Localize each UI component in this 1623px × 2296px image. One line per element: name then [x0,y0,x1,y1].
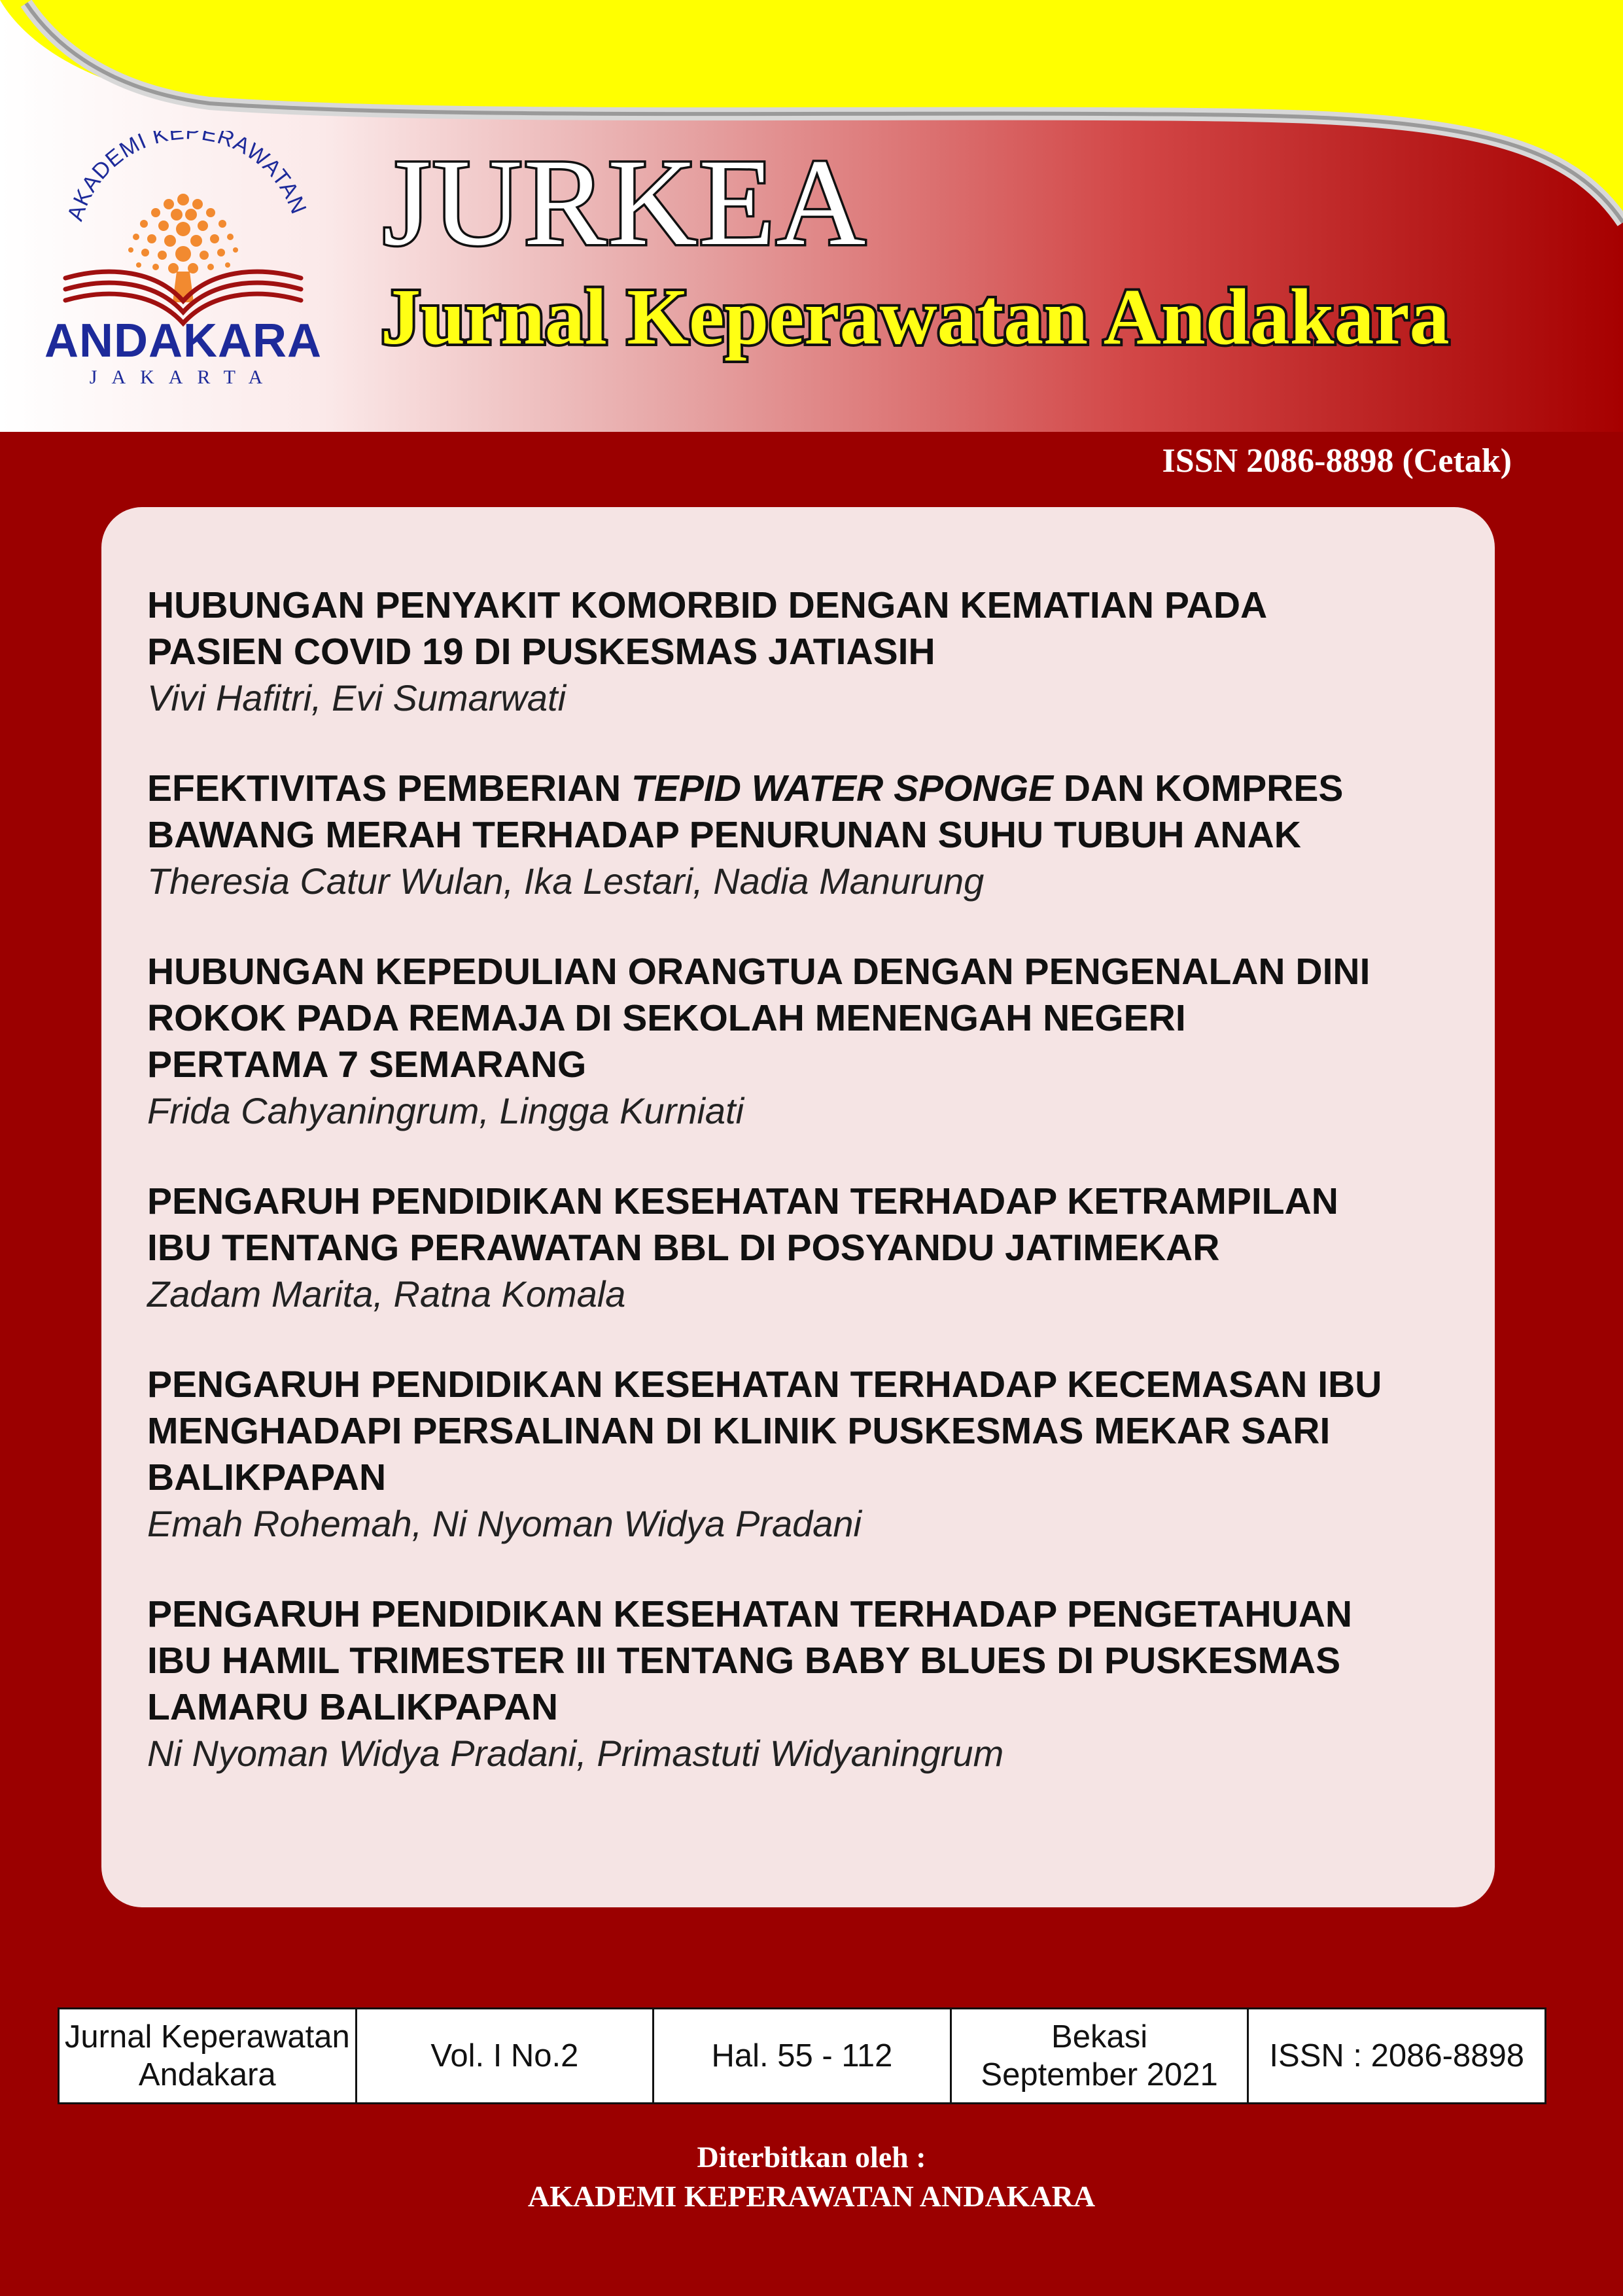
article-authors: Theresia Catur Wulan, Ika Lestari, Nadia Manurung [147,860,985,902]
table-row [59,2009,1546,2104]
logo-name: ANDAKARA [44,315,322,367]
article-title: EFEKTIVITAS PEMBERIAN TEPID WATER SPONGE DAN KOMPRES BAWANG MERAH TERHADAP PENURUNAN SUHU TUBUH ANAK [147,768,1344,856]
table-of-contents [147,582,1495,1821]
article-authors: Ni Nyoman Widya Pradani, Primastuti Widyaningrum [147,1733,1004,1774]
article-entry [147,582,1495,721]
info-issn-cell: ISSN : 2086-8898 [1248,2009,1546,2104]
logo-city: JAKARTA [89,366,277,388]
info-pages-cell: Hal. 55 - 112 [654,2009,951,2104]
article-title: HUBUNGAN KEPEDULIAN ORANGTUA DENGAN PENGENALAN DINI ROKOK PADA REMAJA DI SEKOLAH MENENGAH NEGERI PERTAMA 7 SEMARANG [147,951,1370,1086]
publication-info-table [58,2007,1546,2104]
article-entry [147,1178,1495,1317]
article-title: HUBUNGAN PENYAKIT KOMORBID DENGAN KEMATIAN PADA PASIEN COVID 19 DI PUSKESMAS JATIASIH [147,584,1268,673]
institution-logo [39,131,327,406]
publisher-name: AKADEMI KEPERAWATAN ANDAKARA [527,2180,1096,2213]
article-title: PENGARUH PENDIDIKAN KESEHATAN TERHADAP KETRAMPILAN IBU TENTANG PERAWATAN BBL DI POSYANDU JATIMEKAR [147,1180,1338,1269]
article-title: PENGARUH PENDIDIKAN KESEHATAN TERHADAP PENGETAHUAN IBU HAMIL TRIMESTER III TENTANG BABY BLUES DI PUSKESMAS LAMARU BALIKPAPAN [147,1593,1353,1728]
article-entry [147,766,1495,904]
info-place-date-cell: Bekasi September 2021 [951,2009,1248,2104]
article-authors: Vivi Hafitri, Evi Sumarwati [147,677,567,718]
svg-text:AKADEMI KEPERAWATAN [63,131,311,224]
logo-arc-text: AKADEMI KEPERAWATAN [62,131,311,224]
article-entry [147,1591,1495,1776]
published-by-label: Diterbitkan oleh : [697,2140,926,2174]
issn-print: ISSN 2086-8898 (Cetak) [1162,442,1512,480]
journal-short-title: JURKEA [383,134,867,272]
article-authors: Emah Rohemah, Ni Nyoman Widya Pradani [147,1503,862,1544]
article-authors: Frida Cahyaningrum, Lingga Kurniati [147,1090,744,1131]
journal-full-title: Jurnal Keperawatan Andakara [381,273,1450,361]
info-volume-cell: Vol. I No.2 [356,2009,654,2104]
info-journal-cell: Jurnal Keperawatan Andakara [59,2009,357,2104]
article-entry [147,949,1495,1134]
article-authors: Zadam Marita, Ratna Komala [147,1273,626,1315]
article-title: PENGARUH PENDIDIKAN KESEHATAN TERHADAP KECEMASAN IBU MENGHADAPI PERSALINAN DI KLINIK PUSKESMAS MEKAR SARI BALIKPAPAN [147,1364,1382,1498]
article-entry [147,1362,1495,1547]
